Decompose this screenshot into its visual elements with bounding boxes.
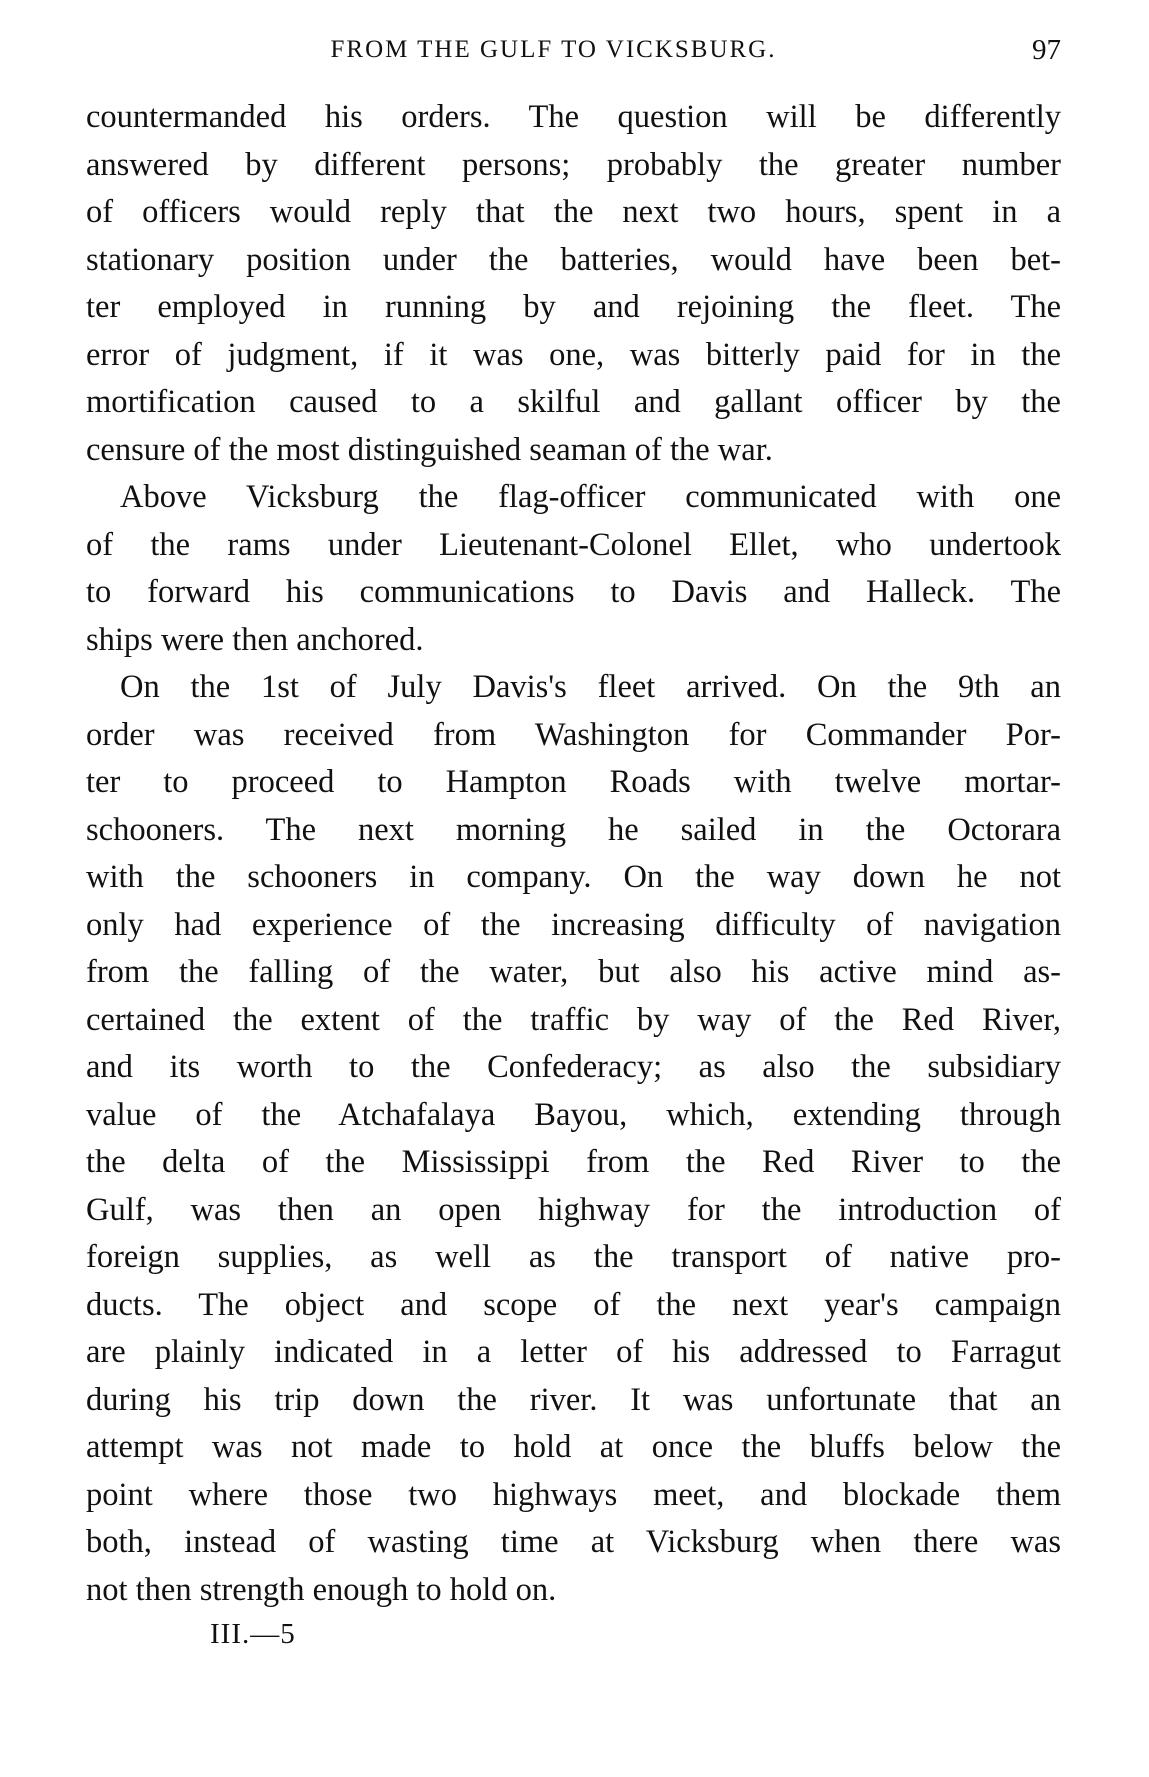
paragraph-2 — [86, 474, 1061, 664]
text-line: the delta of the Mississippi from the Red River to the — [86, 1144, 1061, 1180]
text-line: ter employed in running by and rejoining the fleet. The — [86, 289, 1061, 325]
text-line: error of judgment, if it was one, was bitterly paid for in the — [86, 336, 1061, 373]
running-head — [86, 28, 1061, 80]
text-line: foreign supplies, as well as the transport of native pro- — [86, 1239, 1061, 1275]
text-line: with the schooners in company. On the way down he not — [86, 859, 1061, 895]
text-line: ducts. The object and scope of the next year's campaign — [86, 1286, 1061, 1323]
text-line: during his trip down the river. It was unfortunate that an — [86, 1381, 1061, 1418]
text-line: and its worth to the Confederacy; as also the subsidiary — [86, 1049, 1061, 1085]
text-line: ships were then anchored. — [86, 621, 424, 658]
text-line: not then strength enough to hold on. — [86, 1571, 557, 1608]
paragraph-3 — [86, 664, 1061, 1614]
text-line: countermanded his orders. The question will be differently — [86, 99, 1061, 135]
signature-mark: III.—5 — [210, 1618, 296, 1650]
text-line: ter to proceed to Hampton Roads with twelve mortar- — [86, 764, 1061, 800]
text-line: to forward his communications to Davis and Halleck. The — [86, 574, 1061, 610]
book-page — [86, 28, 1061, 1654]
text-line: value of the Atchafalaya Bayou, which, extending through — [86, 1096, 1061, 1133]
paragraph-1 — [86, 94, 1061, 474]
text-line: both, instead of wasting time at Vicksburg when there was — [86, 1524, 1061, 1560]
text-line: schooners. The next morning he sailed in the Octorara — [86, 811, 1061, 848]
text-line: of the rams under Lieutenant-Colonel Ellet, who undertook — [86, 526, 1061, 563]
text-line: censure of the most distinguished seaman of the war. — [86, 431, 773, 468]
text-line: Above Vicksburg the flag-officer communicated with one — [120, 479, 1061, 515]
body-text — [86, 94, 1061, 1614]
text-line: answered by different persons; probably the greater number — [86, 146, 1061, 183]
text-line: stationary position under the batteries, would have been bet- — [86, 241, 1061, 278]
text-line: are plainly indicated in a letter of his addressed to Farragut — [86, 1334, 1061, 1370]
text-line: Gulf, was then an open highway for the introduction of — [86, 1191, 1061, 1228]
text-line: certained the extent of the traffic by way of the Red River, — [86, 1001, 1061, 1038]
text-line: of officers would reply that the next two hours, spent in a — [86, 194, 1061, 230]
page-number: 97 — [1032, 34, 1061, 66]
text-line: mortification caused to a skilful and gallant officer by the — [86, 384, 1061, 420]
text-line: point where those two highways meet, and blockade them — [86, 1476, 1061, 1513]
text-line: order was received from Washington for Commander Por- — [86, 716, 1061, 753]
text-line: attempt was not made to hold at once the bluffs below the — [86, 1429, 1061, 1465]
running-title: FROM THE GULF TO VICKSBURG. — [330, 36, 777, 63]
text-line: from the falling of the water, but also his active mind as- — [86, 954, 1061, 990]
text-line: On the 1st of July Davis's fleet arrived. On the 9th an — [120, 669, 1061, 705]
text-line: only had experience of the increasing difficulty of navigation — [86, 906, 1061, 943]
